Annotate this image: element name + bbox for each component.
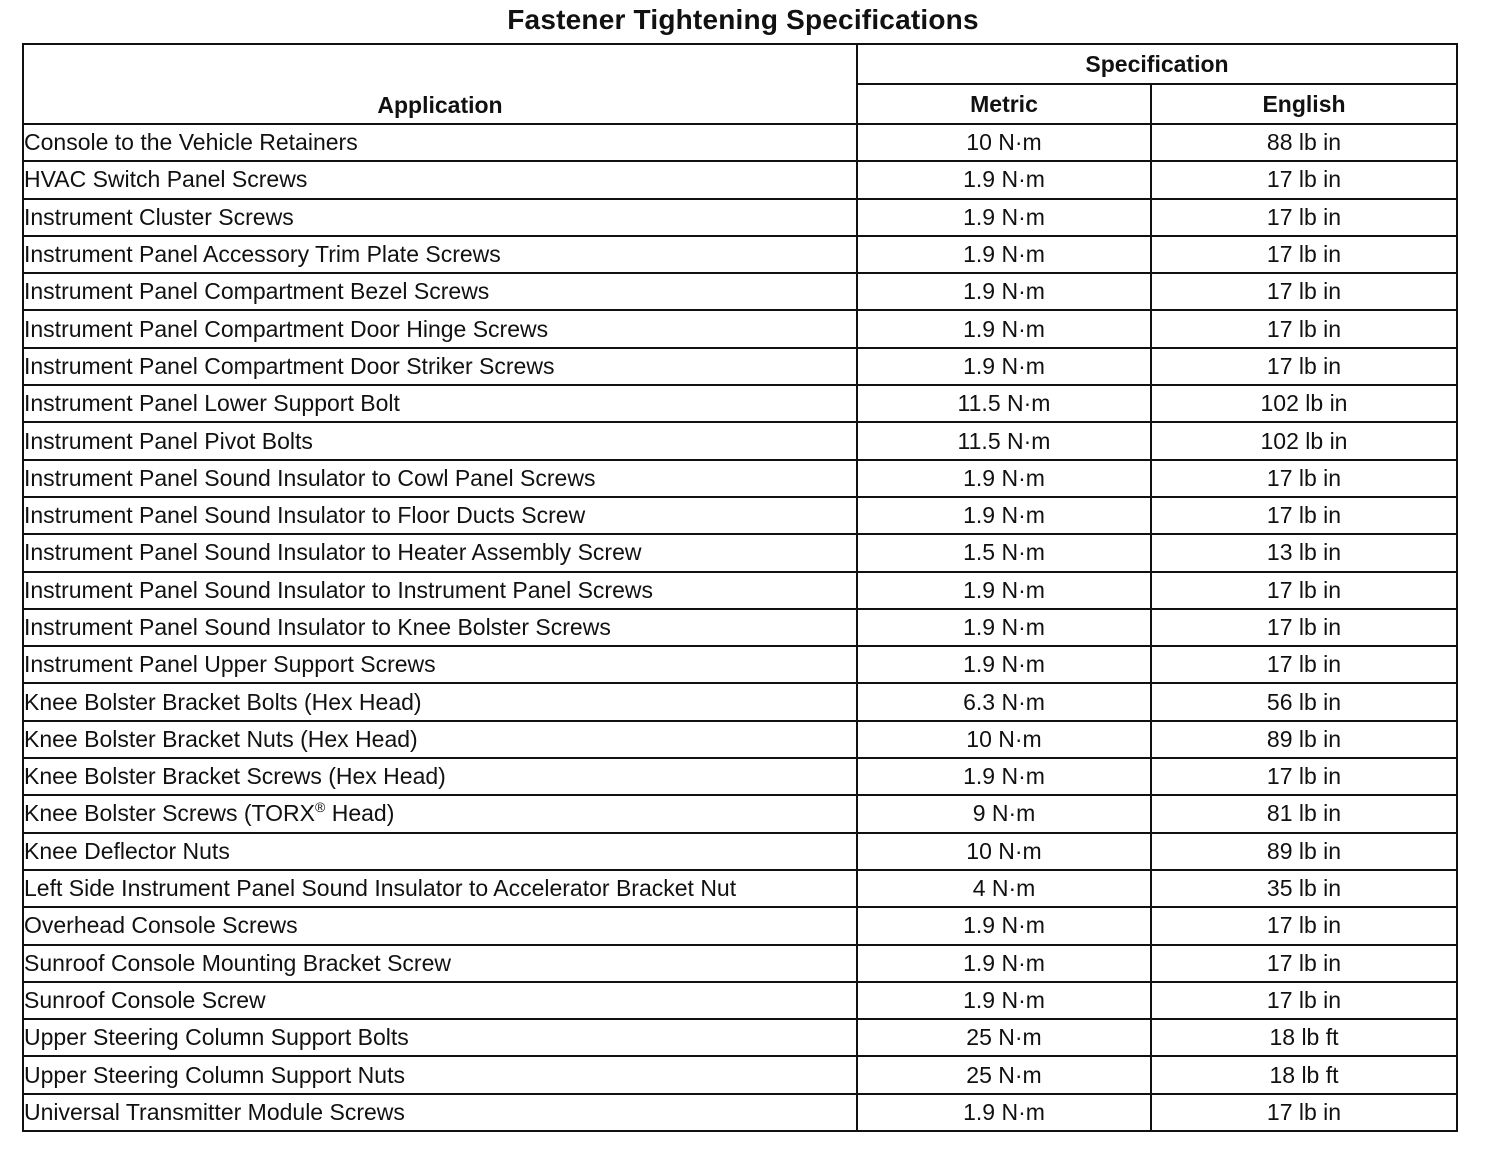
metric-cell: 25 N·m [857, 1019, 1151, 1056]
metric-cell: 1.9 N·m [857, 460, 1151, 497]
column-header-metric: Metric [857, 84, 1151, 124]
metric-cell: 1.9 N·m [857, 348, 1151, 385]
application-cell: HVAC Switch Panel Screws [23, 161, 857, 198]
english-cell: 17 lb in [1151, 497, 1457, 534]
header-row-top [23, 44, 1457, 84]
application-cell: Instrument Panel Compartment Door Striker Screws [23, 348, 857, 385]
metric-cell: 1.9 N·m [857, 310, 1151, 347]
application-cell: Console to the Vehicle Retainers [23, 124, 857, 161]
table-row [23, 833, 1457, 870]
table-row [23, 422, 1457, 459]
application-cell: Instrument Cluster Screws [23, 199, 857, 236]
english-cell: 17 lb in [1151, 907, 1457, 944]
english-cell: 17 lb in [1151, 348, 1457, 385]
table-row [23, 124, 1457, 161]
application-cell: Instrument Panel Sound Insulator to Knee Bolster Screws [23, 609, 857, 646]
english-cell: 17 lb in [1151, 646, 1457, 683]
application-cell: Knee Bolster Bracket Nuts (Hex Head) [23, 721, 857, 758]
table-row [23, 310, 1457, 347]
english-cell: 102 lb in [1151, 385, 1457, 422]
english-cell: 17 lb in [1151, 945, 1457, 982]
application-cell: Instrument Panel Compartment Door Hinge Screws [23, 310, 857, 347]
english-cell: 56 lb in [1151, 683, 1457, 720]
application-cell [23, 795, 857, 832]
application-cell: Universal Transmitter Module Screws [23, 1094, 857, 1131]
table-row [23, 646, 1457, 683]
metric-cell: 1.9 N·m [857, 1094, 1151, 1131]
column-header-application: Application [23, 44, 857, 124]
table-row [23, 273, 1457, 310]
metric-cell: 1.9 N·m [857, 758, 1151, 795]
table-row [23, 1094, 1457, 1131]
application-cell: Instrument Panel Sound Insulator to Instrument Panel Screws [23, 572, 857, 609]
metric-cell: 4 N·m [857, 870, 1151, 907]
metric-cell: 1.9 N·m [857, 609, 1151, 646]
table-row [23, 945, 1457, 982]
application-cell: Knee Bolster Bracket Screws (Hex Head) [23, 758, 857, 795]
metric-cell: 1.9 N·m [857, 273, 1151, 310]
metric-cell: 1.9 N·m [857, 236, 1151, 273]
english-cell: 17 lb in [1151, 161, 1457, 198]
english-cell: 17 lb in [1151, 572, 1457, 609]
metric-cell: 11.5 N·m [857, 422, 1151, 459]
application-cell: Instrument Panel Sound Insulator to Heater Assembly Screw [23, 534, 857, 571]
table-row [23, 683, 1457, 720]
table-row [23, 199, 1457, 236]
application-cell: Instrument Panel Pivot Bolts [23, 422, 857, 459]
application-cell: Overhead Console Screws [23, 907, 857, 944]
english-cell: 17 lb in [1151, 199, 1457, 236]
page-title: Fastener Tightening Specifications [507, 4, 979, 35]
application-cell: Instrument Panel Lower Support Bolt [23, 385, 857, 422]
metric-cell: 25 N·m [857, 1056, 1151, 1093]
metric-cell: 1.9 N·m [857, 982, 1151, 1019]
english-cell: 88 lb in [1151, 124, 1457, 161]
metric-cell: 1.5 N·m [857, 534, 1151, 571]
english-cell: 89 lb in [1151, 833, 1457, 870]
application-cell: Upper Steering Column Support Nuts [23, 1056, 857, 1093]
fastener-spec-table [22, 43, 1458, 1132]
application-cell: Sunroof Console Screw [23, 982, 857, 1019]
table-row [23, 907, 1457, 944]
column-header-specification: Specification [857, 44, 1457, 84]
application-cell: Instrument Panel Compartment Bezel Screws [23, 273, 857, 310]
metric-cell: 10 N·m [857, 833, 1151, 870]
english-cell: 17 lb in [1151, 460, 1457, 497]
english-cell: 17 lb in [1151, 758, 1457, 795]
english-cell: 13 lb in [1151, 534, 1457, 571]
metric-cell: 9 N·m [857, 795, 1151, 832]
table-row [23, 1019, 1457, 1056]
english-cell: 17 lb in [1151, 236, 1457, 273]
metric-cell: 11.5 N·m [857, 385, 1151, 422]
english-cell: 18 lb ft [1151, 1056, 1457, 1093]
english-cell: 89 lb in [1151, 721, 1457, 758]
metric-cell: 10 N·m [857, 721, 1151, 758]
table-row [23, 609, 1457, 646]
application-cell: Left Side Instrument Panel Sound Insulator to Accelerator Bracket Nut [23, 870, 857, 907]
english-cell: 17 lb in [1151, 982, 1457, 1019]
application-cell: Knee Bolster Bracket Bolts (Hex Head) [23, 683, 857, 720]
metric-cell: 1.9 N·m [857, 572, 1151, 609]
application-cell: Instrument Panel Accessory Trim Plate Screws [23, 236, 857, 273]
application-text-pre: Knee Bolster Screws (TORX [24, 800, 316, 827]
table-row [23, 534, 1457, 571]
application-cell: Instrument Panel Sound Insulator to Cowl Panel Screws [23, 460, 857, 497]
metric-cell: 1.9 N·m [857, 199, 1151, 236]
metric-cell: 1.9 N·m [857, 646, 1151, 683]
metric-cell: 10 N·m [857, 124, 1151, 161]
table-row [23, 982, 1457, 1019]
metric-cell: 1.9 N·m [857, 497, 1151, 534]
table-row [23, 758, 1457, 795]
table-row [23, 721, 1457, 758]
table-row [23, 572, 1457, 609]
table-row [23, 497, 1457, 534]
table-row [23, 385, 1457, 422]
english-cell: 35 lb in [1151, 870, 1457, 907]
table-row [23, 870, 1457, 907]
english-cell: 17 lb in [1151, 609, 1457, 646]
english-cell: 17 lb in [1151, 273, 1457, 310]
english-cell: 17 lb in [1151, 310, 1457, 347]
english-cell: 102 lb in [1151, 422, 1457, 459]
column-header-english: English [1151, 84, 1457, 124]
application-cell: Instrument Panel Sound Insulator to Floor Ducts Screw [23, 497, 857, 534]
application-cell: Sunroof Console Mounting Bracket Screw [23, 945, 857, 982]
metric-cell: 1.9 N·m [857, 907, 1151, 944]
application-cell: Upper Steering Column Support Bolts [23, 1019, 857, 1056]
table-row [23, 348, 1457, 385]
metric-cell: 1.9 N·m [857, 161, 1151, 198]
metric-cell: 1.9 N·m [857, 945, 1151, 982]
table-row [23, 236, 1457, 273]
table-row [23, 795, 1457, 832]
application-text-post: Head) [325, 800, 395, 827]
metric-cell: 6.3 N·m [857, 683, 1151, 720]
registered-mark: ® [315, 799, 326, 816]
table-row [23, 460, 1457, 497]
application-cell: Instrument Panel Upper Support Screws [23, 646, 857, 683]
table-row [23, 1056, 1457, 1093]
application-cell: Knee Deflector Nuts [23, 833, 857, 870]
english-cell: 18 lb ft [1151, 1019, 1457, 1056]
table-row [23, 161, 1457, 198]
english-cell: 81 lb in [1151, 795, 1457, 832]
english-cell: 17 lb in [1151, 1094, 1457, 1131]
